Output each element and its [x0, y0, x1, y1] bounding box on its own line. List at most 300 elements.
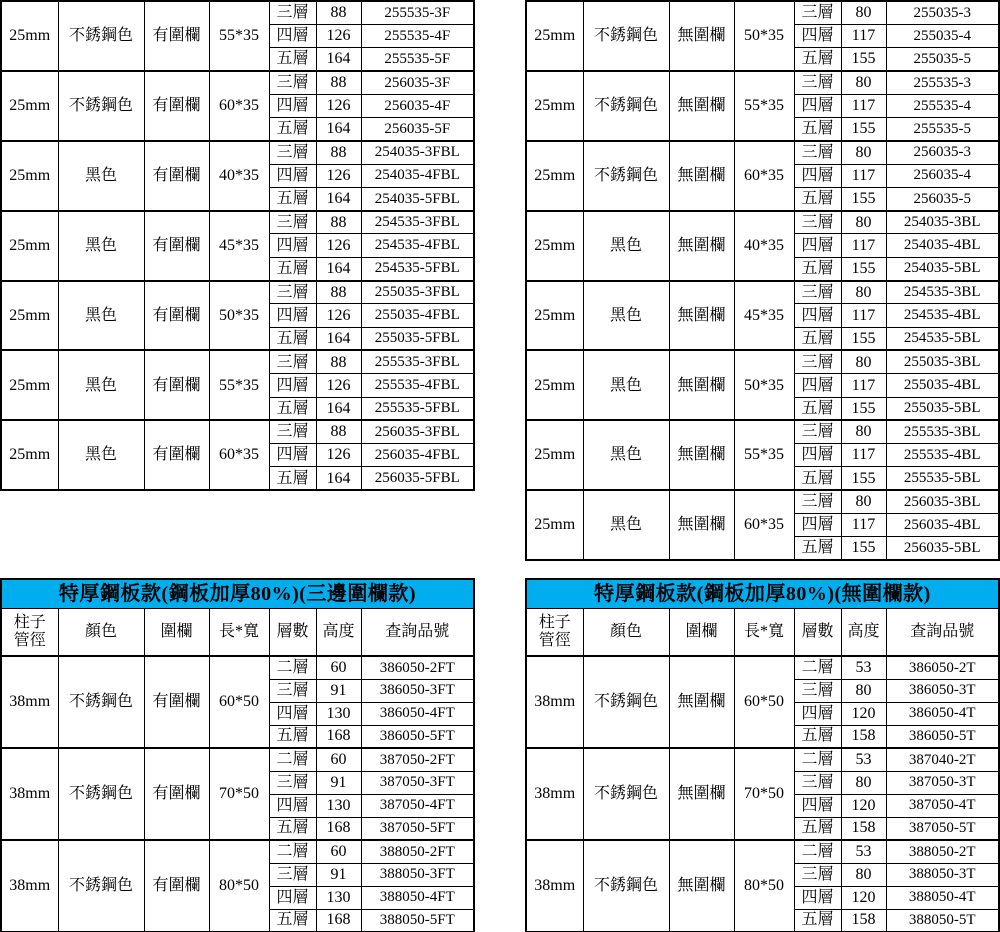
code-cell: 387050-3T [886, 771, 999, 794]
pipe-cell: 38mm [1, 748, 58, 840]
code-cell: 388050-3T [886, 863, 999, 886]
layer-cell: 四層 [269, 702, 316, 725]
pipe-cell: 38mm [526, 748, 583, 840]
layer-cell: 四層 [794, 234, 841, 257]
layer-cell: 五層 [269, 817, 316, 840]
layer-cell: 五層 [794, 48, 841, 71]
color-cell: 黑色 [58, 420, 144, 490]
height-cell: 120 [841, 702, 886, 725]
layer-cell: 三層 [794, 420, 841, 443]
height-cell: 88 [316, 71, 361, 94]
layer-cell: 五層 [794, 257, 841, 280]
layer-cell: 三層 [269, 863, 316, 886]
height-cell: 158 [841, 817, 886, 840]
height-cell: 155 [841, 187, 886, 210]
height-cell: 117 [841, 374, 886, 397]
size-cell: 80*50 [734, 840, 794, 932]
pipe-cell: 25mm [526, 211, 583, 281]
code-cell: 255535-3 [886, 71, 999, 94]
color-cell: 不銹鋼色 [583, 840, 669, 932]
height-cell: 80 [841, 679, 886, 702]
code-cell: 388050-2T [886, 840, 999, 863]
height-cell: 80 [841, 1, 886, 24]
color-cell: 黑色 [58, 141, 144, 211]
code-cell: 256035-3FBL [361, 420, 474, 443]
code-cell: 387050-4T [886, 794, 999, 817]
layer-cell: 五層 [269, 187, 316, 210]
code-cell: 256035-5BL [886, 537, 999, 560]
code-cell: 387050-4FT [361, 794, 474, 817]
layer-cell: 五層 [794, 397, 841, 420]
code-cell: 256035-4FBL [361, 444, 474, 467]
code-cell: 254035-4FBL [361, 164, 474, 187]
fence-cell: 有圍欄 [144, 350, 209, 420]
code-cell: 386050-4FT [361, 702, 474, 725]
code-cell: 386050-3FT [361, 679, 474, 702]
height-cell: 164 [316, 187, 361, 210]
pipe-cell: 25mm [526, 281, 583, 351]
size-cell: 40*35 [734, 211, 794, 281]
pipe-cell: 25mm [526, 420, 583, 490]
code-cell: 386050-2T [886, 656, 999, 679]
height-cell: 126 [316, 234, 361, 257]
height-cell: 53 [841, 748, 886, 771]
size-cell: 55*35 [734, 71, 794, 141]
height-cell: 164 [316, 327, 361, 350]
size-cell: 70*50 [734, 748, 794, 840]
code-cell: 255035-4BL [886, 374, 999, 397]
code-cell: 388050-4FT [361, 886, 474, 909]
color-cell: 不銹鋼色 [58, 748, 144, 840]
code-cell: 256035-5F [361, 117, 474, 140]
layer-cell: 二層 [269, 656, 316, 679]
pipe-cell: 38mm [526, 656, 583, 748]
header-pipe-line2: 管徑 [13, 631, 46, 649]
product-table [525, 578, 1000, 932]
layer-cell: 五層 [794, 187, 841, 210]
layer-cell: 四層 [269, 444, 316, 467]
color-cell: 黑色 [583, 420, 669, 490]
layer-cell: 四層 [269, 794, 316, 817]
header-height: 高度 [316, 608, 361, 656]
fence-cell: 有圍欄 [144, 420, 209, 490]
code-cell: 255535-4F [361, 24, 474, 47]
code-cell: 255535-5 [886, 117, 999, 140]
height-cell: 126 [316, 94, 361, 117]
code-cell: 256035-4F [361, 94, 474, 117]
height-cell: 155 [841, 117, 886, 140]
code-cell: 256035-4BL [886, 514, 999, 537]
code-cell: 254535-5BL [886, 327, 999, 350]
layer-cell: 五層 [269, 909, 316, 932]
layer-cell: 五層 [794, 909, 841, 932]
layer-cell: 五層 [269, 467, 316, 490]
height-cell: 155 [841, 537, 886, 560]
height-cell: 130 [316, 886, 361, 909]
header-color: 顏色 [58, 608, 144, 656]
product-table [525, 0, 1000, 561]
layer-cell: 五層 [269, 725, 316, 748]
fence-cell: 有圍欄 [144, 656, 209, 748]
code-cell: 255535-5F [361, 48, 474, 71]
code-cell: 255035-4 [886, 24, 999, 47]
layer-cell: 三層 [269, 211, 316, 234]
code-cell: 255535-3F [361, 1, 474, 24]
color-cell: 不銹鋼色 [583, 748, 669, 840]
code-cell: 386050-2FT [361, 656, 474, 679]
pipe-cell: 25mm [526, 141, 583, 211]
layer-cell: 五層 [794, 817, 841, 840]
layer-cell: 三層 [269, 420, 316, 443]
height-cell: 130 [316, 702, 361, 725]
height-cell: 158 [841, 909, 886, 932]
height-cell: 80 [841, 771, 886, 794]
height-cell: 60 [316, 748, 361, 771]
pipe-cell: 25mm [526, 71, 583, 141]
layer-cell: 四層 [794, 374, 841, 397]
height-cell: 164 [316, 48, 361, 71]
layer-cell: 三層 [794, 281, 841, 304]
height-cell: 80 [841, 420, 886, 443]
layer-cell: 四層 [794, 702, 841, 725]
product-table-38mm-unfenced [525, 578, 1000, 932]
size-cell: 45*35 [734, 281, 794, 351]
layer-cell: 五層 [794, 327, 841, 350]
layer-cell: 二層 [269, 840, 316, 863]
size-cell: 55*35 [209, 350, 269, 420]
size-cell: 50*35 [209, 281, 269, 351]
layer-cell: 三層 [794, 771, 841, 794]
code-cell: 255035-3BL [886, 350, 999, 373]
fence-cell: 有圍欄 [144, 840, 209, 932]
fence-cell: 有圍欄 [144, 281, 209, 351]
size-cell: 60*35 [209, 71, 269, 141]
layer-cell: 五層 [794, 725, 841, 748]
code-cell: 254035-5FBL [361, 187, 474, 210]
pipe-cell: 25mm [1, 1, 58, 71]
size-cell: 60*35 [734, 141, 794, 211]
fence-cell: 無圍欄 [669, 840, 734, 932]
color-cell: 黑色 [58, 350, 144, 420]
code-cell: 255535-3FBL [361, 350, 474, 373]
code-cell: 254035-3FBL [361, 141, 474, 164]
height-cell: 88 [316, 420, 361, 443]
header-layers: 層數 [794, 608, 841, 656]
pipe-cell: 25mm [526, 350, 583, 420]
height-cell: 91 [316, 771, 361, 794]
height-cell: 117 [841, 304, 886, 327]
header-fence: 圍欄 [669, 608, 734, 656]
color-cell: 不銹鋼色 [58, 656, 144, 748]
height-cell: 117 [841, 514, 886, 537]
height-cell: 155 [841, 257, 886, 280]
header-pipe-line2: 管徑 [538, 631, 571, 649]
color-cell: 不銹鋼色 [58, 1, 144, 71]
size-cell: 60*50 [209, 656, 269, 748]
code-cell: 254535-5FBL [361, 257, 474, 280]
layer-cell: 三層 [269, 141, 316, 164]
layer-cell: 四層 [269, 374, 316, 397]
code-cell: 386050-4T [886, 702, 999, 725]
height-cell: 80 [841, 71, 886, 94]
layer-cell: 三層 [269, 71, 316, 94]
height-cell: 120 [841, 886, 886, 909]
layer-cell: 三層 [269, 281, 316, 304]
layer-cell: 五層 [794, 467, 841, 490]
layer-cell: 四層 [794, 94, 841, 117]
color-cell: 黑色 [583, 281, 669, 351]
header-fence: 圍欄 [144, 608, 209, 656]
code-cell: 254535-4FBL [361, 234, 474, 257]
layer-cell: 二層 [794, 840, 841, 863]
size-cell: 60*50 [734, 656, 794, 748]
height-cell: 80 [841, 211, 886, 234]
layer-cell: 四層 [794, 794, 841, 817]
color-cell: 黑色 [583, 350, 669, 420]
size-cell: 50*35 [734, 1, 794, 71]
size-cell: 70*50 [209, 748, 269, 840]
height-cell: 60 [316, 840, 361, 863]
size-cell: 60*35 [734, 490, 794, 560]
height-cell: 91 [316, 679, 361, 702]
code-cell: 386050-3T [886, 679, 999, 702]
header-height: 高度 [841, 608, 886, 656]
code-cell: 255535-3BL [886, 420, 999, 443]
color-cell: 不銹鋼色 [583, 141, 669, 211]
layer-cell: 五層 [269, 257, 316, 280]
color-cell: 不銹鋼色 [583, 71, 669, 141]
height-cell: 117 [841, 444, 886, 467]
layer-cell: 四層 [794, 444, 841, 467]
pipe-cell: 25mm [1, 350, 58, 420]
code-cell: 387040-2T [886, 748, 999, 771]
code-cell: 255035-3FBL [361, 281, 474, 304]
height-cell: 80 [841, 281, 886, 304]
product-table-25mm-unfenced [525, 0, 1000, 561]
fence-cell: 有圍欄 [144, 141, 209, 211]
height-cell: 155 [841, 327, 886, 350]
code-cell: 255035-5FBL [361, 327, 474, 350]
layer-cell: 二層 [794, 748, 841, 771]
code-cell: 387050-3FT [361, 771, 474, 794]
header-code: 查詢品號 [361, 608, 474, 656]
size-cell: 50*35 [734, 350, 794, 420]
layer-cell: 三層 [794, 1, 841, 24]
fence-cell: 無圍欄 [669, 71, 734, 141]
layer-cell: 二層 [794, 656, 841, 679]
header-code: 查詢品號 [886, 608, 999, 656]
height-cell: 80 [841, 863, 886, 886]
fence-cell: 有圍欄 [144, 748, 209, 840]
fence-cell: 有圍欄 [144, 71, 209, 141]
code-cell: 256035-4 [886, 164, 999, 187]
size-cell: 55*35 [734, 420, 794, 490]
height-cell: 155 [841, 467, 886, 490]
height-cell: 117 [841, 164, 886, 187]
product-table [0, 578, 475, 932]
code-cell: 256035-5FBL [361, 467, 474, 490]
code-cell: 254035-3BL [886, 211, 999, 234]
code-cell: 255535-4FBL [361, 374, 474, 397]
pipe-cell: 25mm [1, 71, 58, 141]
layer-cell: 三層 [269, 1, 316, 24]
fence-cell: 無圍欄 [669, 350, 734, 420]
header-layers: 層數 [269, 608, 316, 656]
layer-cell: 五層 [794, 537, 841, 560]
code-cell: 388050-5FT [361, 909, 474, 932]
layer-cell: 四層 [794, 886, 841, 909]
code-cell: 254535-3FBL [361, 211, 474, 234]
layer-cell: 四層 [794, 164, 841, 187]
layer-cell: 四層 [269, 164, 316, 187]
layer-cell: 五層 [269, 327, 316, 350]
layer-cell: 二層 [269, 748, 316, 771]
size-cell: 40*35 [209, 141, 269, 211]
layer-cell: 四層 [269, 234, 316, 257]
fence-cell: 無圍欄 [669, 141, 734, 211]
layer-cell: 五層 [269, 48, 316, 71]
layer-cell: 三層 [269, 350, 316, 373]
color-cell: 不銹鋼色 [583, 656, 669, 748]
pipe-cell: 25mm [1, 420, 58, 490]
header-size: 長*寬 [734, 608, 794, 656]
height-cell: 168 [316, 817, 361, 840]
pipe-cell: 38mm [526, 840, 583, 932]
code-cell: 255535-5FBL [361, 397, 474, 420]
layer-cell: 三層 [269, 771, 316, 794]
product-table [0, 0, 475, 491]
pipe-cell: 25mm [1, 281, 58, 351]
height-cell: 88 [316, 1, 361, 24]
layer-cell: 四層 [794, 514, 841, 537]
height-cell: 120 [841, 794, 886, 817]
size-cell: 55*35 [209, 1, 269, 71]
pipe-cell: 25mm [1, 141, 58, 211]
height-cell: 88 [316, 350, 361, 373]
height-cell: 155 [841, 397, 886, 420]
pipe-cell: 25mm [1, 211, 58, 281]
pipe-cell: 25mm [526, 1, 583, 71]
height-cell: 155 [841, 48, 886, 71]
layer-cell: 三層 [794, 211, 841, 234]
height-cell: 164 [316, 257, 361, 280]
height-cell: 117 [841, 24, 886, 47]
code-cell: 387050-5FT [361, 817, 474, 840]
height-cell: 80 [841, 490, 886, 513]
code-cell: 256035-5 [886, 187, 999, 210]
code-cell: 254035-5BL [886, 257, 999, 280]
height-cell: 88 [316, 281, 361, 304]
layer-cell: 三層 [269, 679, 316, 702]
code-cell: 386050-5FT [361, 725, 474, 748]
code-cell: 387050-5T [886, 817, 999, 840]
color-cell: 不銹鋼色 [583, 1, 669, 71]
height-cell: 126 [316, 444, 361, 467]
header-pipe-line1: 柱子 [538, 614, 571, 632]
layer-cell: 三層 [794, 490, 841, 513]
fence-cell: 無圍欄 [669, 748, 734, 840]
table-title: 特厚鋼板款(鋼板加厚80%)(無圍欄款) [526, 579, 999, 608]
layer-cell: 三層 [794, 679, 841, 702]
header-pipe-diameter [1, 608, 58, 656]
height-cell: 60 [316, 656, 361, 679]
code-cell: 256035-3BL [886, 490, 999, 513]
code-cell: 255035-5 [886, 48, 999, 71]
fence-cell: 有圍欄 [144, 211, 209, 281]
height-cell: 80 [841, 350, 886, 373]
height-cell: 126 [316, 24, 361, 47]
code-cell: 255035-4FBL [361, 304, 474, 327]
height-cell: 88 [316, 141, 361, 164]
header-pipe-line1: 柱子 [13, 614, 46, 632]
height-cell: 88 [316, 211, 361, 234]
fence-cell: 無圍欄 [669, 420, 734, 490]
layer-cell: 四層 [794, 24, 841, 47]
color-cell: 黑色 [58, 211, 144, 281]
color-cell: 不銹鋼色 [58, 840, 144, 932]
code-cell: 254035-4BL [886, 234, 999, 257]
table-title: 特厚鋼板款(鋼板加厚80%)(三邊圍欄款) [1, 579, 474, 608]
color-cell: 黑色 [583, 211, 669, 281]
size-cell: 45*35 [209, 211, 269, 281]
code-cell: 255535-5BL [886, 467, 999, 490]
height-cell: 168 [316, 725, 361, 748]
layer-cell: 四層 [269, 886, 316, 909]
height-cell: 53 [841, 840, 886, 863]
pipe-cell: 25mm [526, 490, 583, 560]
size-cell: 60*35 [209, 420, 269, 490]
code-cell: 255535-4 [886, 94, 999, 117]
height-cell: 130 [316, 794, 361, 817]
fence-cell: 無圍欄 [669, 490, 734, 560]
code-cell: 388050-4T [886, 886, 999, 909]
fence-cell: 無圍欄 [669, 656, 734, 748]
layer-cell: 五層 [269, 117, 316, 140]
fence-cell: 無圍欄 [669, 211, 734, 281]
size-cell: 80*50 [209, 840, 269, 932]
code-cell: 388050-5T [886, 909, 999, 932]
color-cell: 黑色 [58, 281, 144, 351]
height-cell: 117 [841, 234, 886, 257]
product-table-38mm-fenced [0, 578, 475, 932]
layer-cell: 三層 [794, 350, 841, 373]
color-cell: 不銹鋼色 [58, 71, 144, 141]
layer-cell: 五層 [269, 397, 316, 420]
code-cell: 387050-2FT [361, 748, 474, 771]
color-cell: 黑色 [583, 490, 669, 560]
header-size: 長*寬 [209, 608, 269, 656]
code-cell: 255535-4BL [886, 444, 999, 467]
height-cell: 126 [316, 374, 361, 397]
product-table-25mm-fenced [0, 0, 475, 491]
height-cell: 158 [841, 725, 886, 748]
pipe-cell: 38mm [1, 840, 58, 932]
height-cell: 126 [316, 304, 361, 327]
code-cell: 255035-3 [886, 1, 999, 24]
header-pipe-diameter [526, 608, 583, 656]
layer-cell: 四層 [269, 94, 316, 117]
layer-cell: 四層 [269, 24, 316, 47]
height-cell: 168 [316, 909, 361, 932]
height-cell: 164 [316, 467, 361, 490]
code-cell: 256035-3F [361, 71, 474, 94]
code-cell: 388050-3FT [361, 863, 474, 886]
fence-cell: 有圍欄 [144, 1, 209, 71]
code-cell: 386050-5T [886, 725, 999, 748]
height-cell: 53 [841, 656, 886, 679]
header-color: 顏色 [583, 608, 669, 656]
layer-cell: 三層 [794, 71, 841, 94]
